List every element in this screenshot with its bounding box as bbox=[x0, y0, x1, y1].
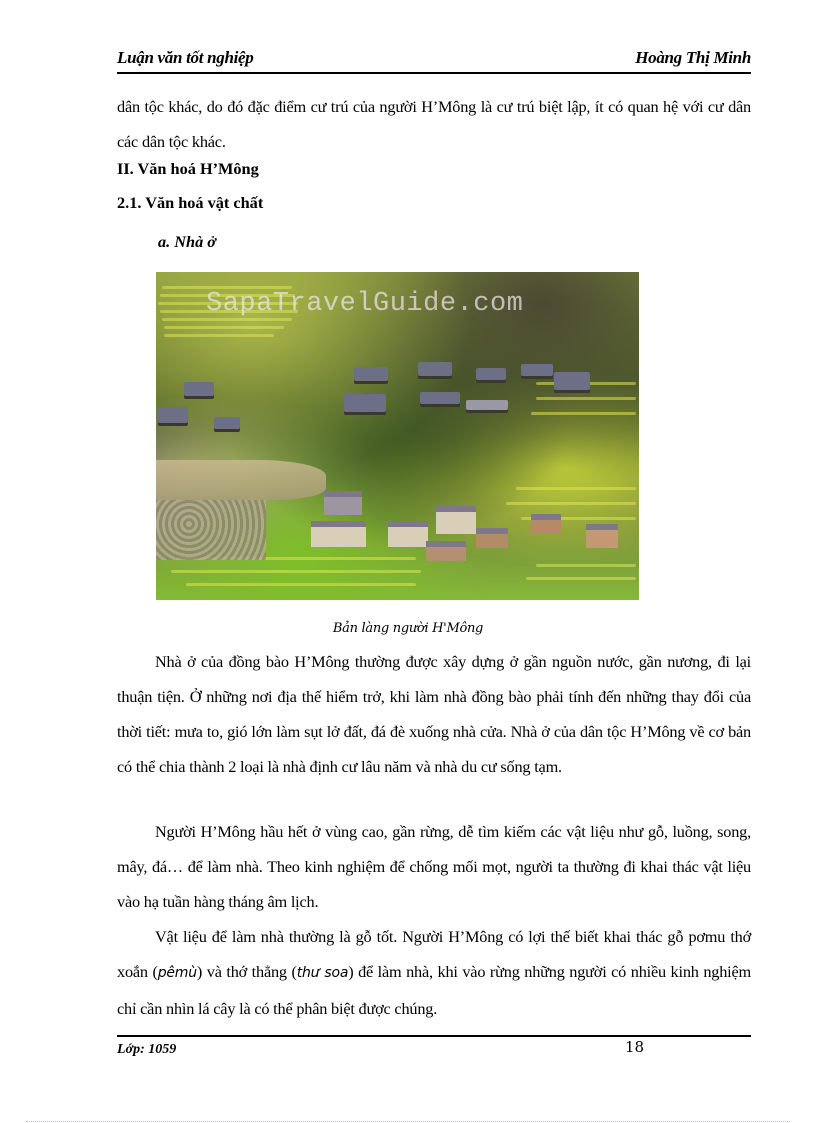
page-header bbox=[117, 48, 751, 74]
term-pemu: pêmù bbox=[157, 965, 197, 981]
text-segment: ) và thớ thẳng ( bbox=[196, 962, 297, 981]
figure-caption: Bản làng người H'Mông bbox=[332, 621, 484, 636]
page-number: 18 bbox=[625, 1038, 645, 1056]
subsection-heading-2-1: 2.1. Văn hoá vật chất bbox=[117, 193, 264, 212]
section-heading-ii: II. Văn hoá H’Mông bbox=[117, 159, 259, 178]
author-name: Hoàng Thị Minh bbox=[635, 48, 751, 67]
class-label: Lớp: 1059 bbox=[117, 1042, 177, 1057]
riverbank-rocks bbox=[156, 500, 266, 560]
page-edge-divider bbox=[26, 1121, 790, 1122]
thesis-title: Luận văn tốt nghiệp bbox=[117, 48, 254, 67]
text-segment: ) để làm nhà, khi vào rừng những người có nhiều kinh nghiệm chỉ cần nhìn lá cây là có thể phân biệt được chúng. bbox=[117, 962, 751, 1018]
village-photo bbox=[156, 272, 639, 600]
river bbox=[156, 460, 326, 500]
subheading-housing: a. Nhà ở bbox=[158, 232, 217, 251]
page-footer bbox=[117, 1035, 751, 1057]
term-thu-soa: thư soa bbox=[296, 965, 349, 981]
paragraph-wood-types bbox=[117, 919, 751, 1026]
photo-watermark: SapaTravelGuide.com bbox=[206, 289, 524, 319]
paragraph-housing-location: Nhà ở của đồng bào H’Mông thường được xây dựng ở gần nguồn nước, gần nương, đi lại thuận tiện. Ở những nơi địa thế hiểm trở, khi làm nhà đồng bào phải tính đến những thay đổi của thời tiết: mưa to, gió lớn làm sụt lở đất, đá đè xuống nhà cửa. Nhà ở của dân tộc H’Mông về cơ bản có thể chia thành 2 loại là nhà định cư lâu năm và nhà du cư sống tạm. bbox=[117, 652, 751, 776]
text-segment: Vật liệu để làm nhà thường là gỗ tốt. Người H’Mông có lợi thế biết khai thác gỗ pơmu thớ xoắn ( bbox=[117, 927, 751, 981]
paragraph-building-materials: Người H’Mông hầu hết ở vùng cao, gần rừng, dễ tìm kiếm các vật liệu như gỗ, luồng, song, mây, đá… để làm nhà. Theo kinh nghiệm để chống mối mọt, người ta thường đi khai thác vật liệu vào hạ tuần hàng tháng âm lịch. bbox=[117, 822, 751, 911]
paragraph-intro: dân tộc khác, do đó đặc điểm cư trú của người H’Mông là cư trú biệt lập, ít có quan hệ với cư dân các dân tộc khác. bbox=[117, 97, 751, 151]
